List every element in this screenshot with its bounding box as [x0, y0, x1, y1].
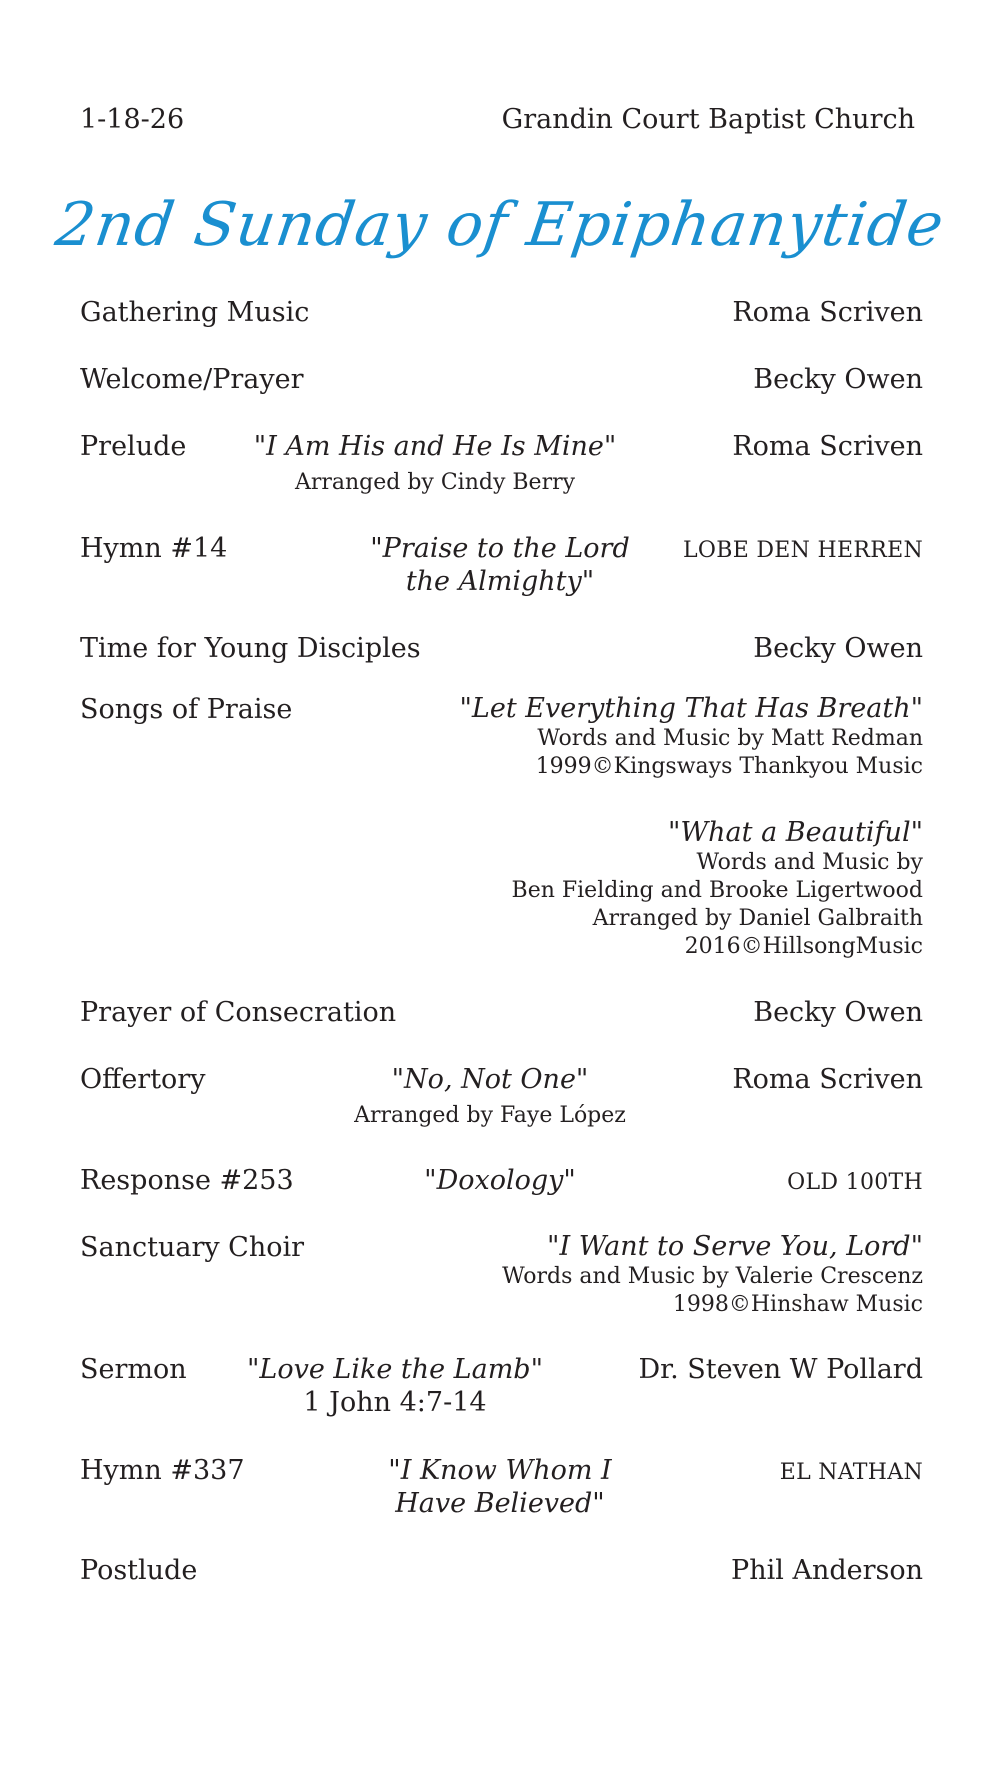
song-title-line2: the Almighty": [405, 566, 595, 597]
item-person: Becky Owen: [753, 997, 923, 1028]
item-person: Becky Owen: [753, 364, 923, 395]
hymn-tune: LOBE DEN HERREN: [683, 538, 923, 563]
song-title-line1: "Praise to the Lord: [370, 533, 630, 564]
song-arranger: Arranged by Daniel Galbraith: [592, 906, 923, 931]
item-label: Prelude: [80, 431, 187, 462]
church-name: Grandin Court Baptist Church: [501, 104, 915, 135]
preacher: Dr. Steven W Pollard: [638, 1354, 923, 1385]
song-credit: Arranged by Faye López: [354, 1103, 626, 1128]
song-credit: Words and Music by Matt Redman: [537, 726, 923, 751]
song-title-line1: "I Know Whom I: [388, 1455, 612, 1486]
song-credit: Ben Fielding and Brooke Ligertwood: [511, 878, 923, 903]
item-label: Gathering Music: [80, 297, 310, 328]
hymn-tune: OLD 100TH: [787, 1170, 923, 1195]
item-label: Postlude: [80, 1555, 198, 1586]
choir-anthem: [502, 1231, 923, 1319]
song-title: "Doxology": [424, 1165, 576, 1196]
item-person: Roma Scriven: [732, 297, 923, 328]
item-label: Hymn #14: [80, 533, 228, 564]
service-date: 1-18-26: [80, 104, 185, 135]
item-label: Sermon: [80, 1354, 187, 1385]
song-credit: Words and Music by: [696, 850, 923, 875]
song-title: "I Am His and He Is Mine": [253, 431, 617, 462]
item-person: Becky Owen: [753, 633, 923, 664]
scripture-reference: 1 John 4:7-14: [303, 1387, 487, 1418]
song-title: "I Want to Serve You, Lord": [547, 1231, 923, 1262]
song-copyright: 1999©Kingsways Thankyou Music: [535, 754, 923, 779]
song-copyright: 2016©HillsongMusic: [684, 934, 923, 959]
item-person: Roma Scriven: [732, 431, 923, 462]
praise-song: [512, 817, 923, 961]
song-title: "What a Beautiful": [668, 817, 923, 848]
praise-song: [460, 693, 923, 781]
item-label: Hymn #337: [80, 1455, 245, 1486]
item-label: Songs of Praise: [80, 694, 293, 725]
item-label: Offertory: [80, 1064, 206, 1095]
song-copyright: 1998©Hinshaw Music: [672, 1292, 923, 1317]
item-label: Sanctuary Choir: [80, 1232, 305, 1263]
item-person: Roma Scriven: [732, 1064, 923, 1095]
hymn-tune: EL NATHAN: [779, 1460, 923, 1485]
song-title: "No, Not One": [391, 1064, 589, 1095]
item-label: Prayer of Consecration: [80, 997, 397, 1028]
item-label: Response #253: [80, 1165, 294, 1196]
service-title: 2nd Sunday of Epiphanytide: [51, 190, 949, 260]
song-credit: Arranged by Cindy Berry: [294, 470, 576, 495]
item-person: Phil Anderson: [731, 1555, 923, 1586]
item-label: Welcome/Prayer: [80, 364, 304, 395]
item-label: Time for Young Disciples: [80, 633, 421, 664]
song-title: "Let Everything That Has Breath": [459, 693, 923, 724]
song-title-line2: Have Believed": [395, 1488, 605, 1519]
song-credit: Words and Music by Valerie Crescenz: [502, 1264, 923, 1289]
sermon-title: "Love Like the Lamb": [246, 1354, 544, 1385]
